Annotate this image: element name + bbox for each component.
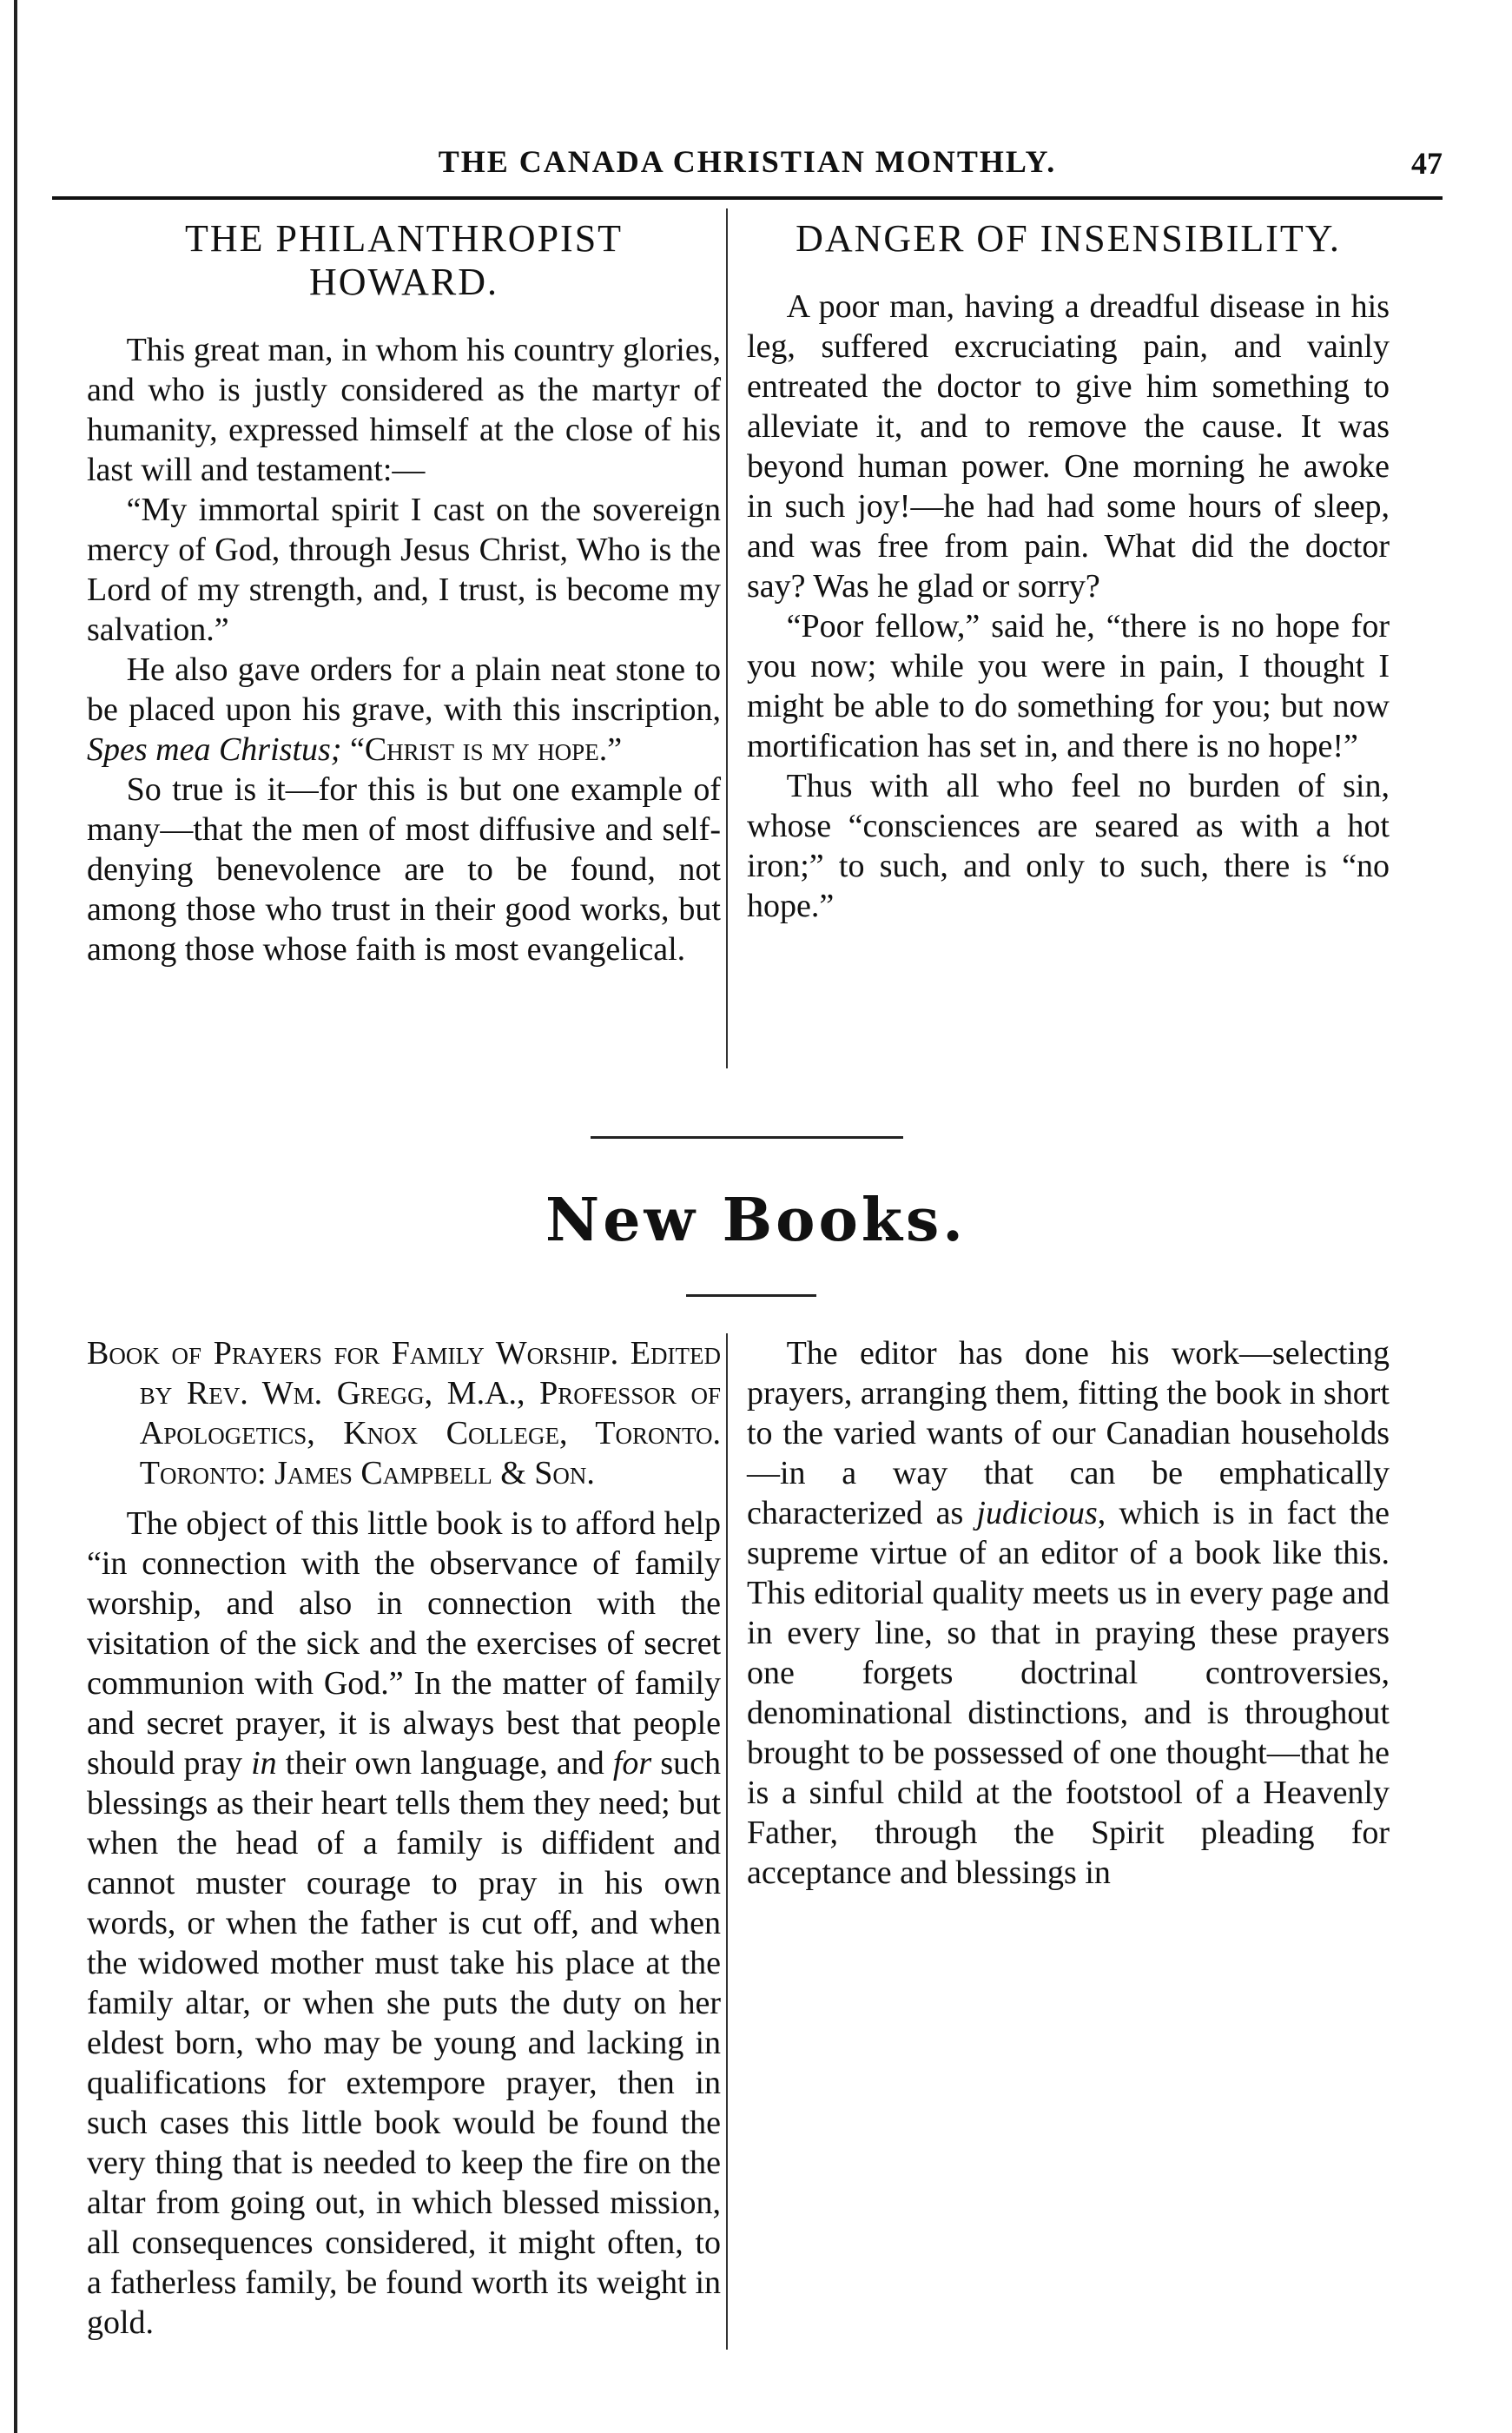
article-insensibility-paragraph: “Poor fellow,” said he, “there is no hope for you now; while you were in pain, I thought I might be able to do something for you; but now mortification has set in, and there is no hope!” xyxy=(747,608,1390,764)
article-insensibility-paragraph: Thus with all who feel no burden of sin, whose “consciences are seared as with a hot iron;” to such, and only to such, there is “no hope.” xyxy=(747,768,1390,924)
review-text: such blessings as their heart tells them they need; but when the head of a family is diffident and cannot muster courage to pray in his own words, or when the father is cut off, and when the widowed mother must take his place at the family altar, or when she puts the duty on her eldest born, who may be young and lacking in qualifications for extempore prayer, then in such cases this little book would be found the very thing that is needed to keep the fire on the altar from going out, in which blessed mission, all consequences considered, it might often, to a fatherless family, be found worth its weight in gold. xyxy=(87,1745,721,2341)
review-text: their own language, and xyxy=(276,1745,613,1782)
inscription-translation: “Christ is my hope.” xyxy=(341,731,623,768)
running-title: THE CANADA CHRISTIAN MONTHLY. xyxy=(438,144,1057,179)
book-review-left xyxy=(87,1333,721,2343)
article-insensibility-paragraph: A poor man, having a dreadful disease in his leg, suffered excruciating pain, and vainly entreated the doctor to give him something to alleviate it, and to remove the cause. It was beyond human power. One morning he awoke in such joy!—he had had some hours of sleep, and was free from pain. What did the doctor say? Was he glad or sorry? xyxy=(747,288,1390,605)
section-title: New Books. xyxy=(545,1186,967,1255)
column-divider xyxy=(726,208,728,1068)
review-text: , which is in fact the supreme virtue of an editor of a book like this. This editorial quality meets us in every page and in every line, so that in praying these prayers one forgets doctrinal controversies, denominational distinctions, and is throughout brought to be possessed of one thought—that he is a sinful child at the footstool of a Heavenly Father, through the Spirit pleading for acceptance and blessings in xyxy=(747,1495,1390,1891)
page-number: 47 xyxy=(1411,146,1443,181)
column-divider xyxy=(726,1333,728,2350)
inscription-lead: He also gave orders for a plain neat stone to be placed upon his grave, with this inscription, xyxy=(87,651,721,728)
article-howard-paragraph: This great man, in whom his country glories, and who is justly considered as the martyr of humanity, expressed himself at the close of his last will and testament:— xyxy=(87,332,721,488)
article-howard-paragraph: “My immortal spirit I cast on the sovereign mercy of God, through Jesus Christ, Who is the Lord of my strength, and, I trust, is become my salvation.” xyxy=(87,492,721,648)
page-header xyxy=(52,143,1443,195)
review-emphasis: for xyxy=(612,1745,652,1782)
article-howard-title: THE PHILANTHROPIST HOWARD. xyxy=(184,217,624,303)
article-insensibility-title: DANGER OF INSENSIBILITY. xyxy=(796,217,1341,260)
article-insensibility xyxy=(747,208,1390,926)
review-text: The editor has done his work—selecting prayers, arranging them, fitting the book in short to the varied wants of our Canadian households—in a way that can be emphatically characterized as xyxy=(747,1335,1390,1531)
header-rule xyxy=(52,196,1443,200)
review-emphasis: judicious xyxy=(976,1495,1098,1531)
section-separator xyxy=(591,1136,903,1139)
article-howard xyxy=(87,208,721,969)
book-review-right xyxy=(747,1333,1390,1893)
article-howard-paragraph: So true is it—for this is but one example of many—that the men of most diffusive and self-denying benevolence are to be found, not among those who trust in their good works, but among those whose faith is most evangelical. xyxy=(87,771,721,968)
review-text: The object of this little book is to afford help “in connection with the observance of family worship, and also in connection with the visitation of the sick and the exercises of secret communion with God.” In the matter of family and secret prayer, it is always best that people should pray xyxy=(87,1505,721,1782)
book-review-paragraph xyxy=(87,1504,721,2343)
review-emphasis: in xyxy=(251,1745,277,1782)
article-howard-paragraph xyxy=(87,650,721,770)
book-review-heading: Book of Prayers for Family Worship. Edited by Rev. Wm. Gregg, M.A., Professor of Apologetics, Knox College, Toronto. Toronto: James Campbell & Son. xyxy=(87,1335,721,1491)
latin-inscription: Spes mea Christus; xyxy=(87,731,342,768)
section-separator xyxy=(686,1294,816,1297)
book-review-paragraph xyxy=(747,1333,1390,1893)
